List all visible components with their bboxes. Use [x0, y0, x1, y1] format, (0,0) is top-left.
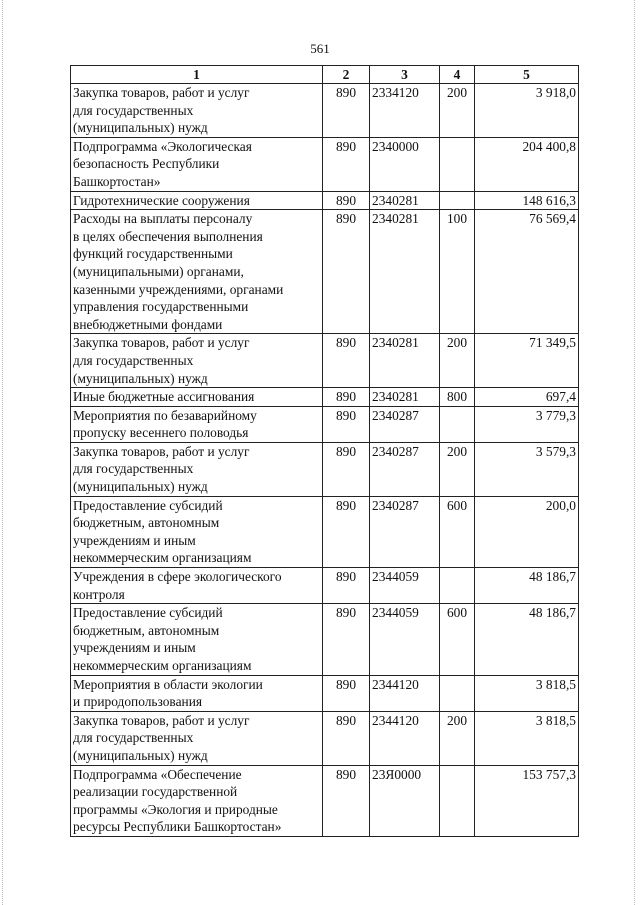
table-row	[71, 84, 579, 138]
description-line: (муниципальных) нужд	[73, 120, 208, 136]
table-row	[71, 442, 579, 496]
ministry-code: 890	[323, 406, 370, 442]
table-row	[71, 711, 579, 765]
amount: 71 349,5	[475, 334, 579, 388]
ministry-code: 890	[323, 388, 370, 407]
description-line: для государственных	[73, 461, 194, 477]
column-header-5: 5	[475, 66, 579, 84]
target-article-code: 2340281	[370, 334, 440, 388]
description-line: казенными учреждениями, органами	[73, 281, 284, 297]
scan-edge-left	[2, 0, 4, 905]
amount: 3 818,5	[475, 675, 579, 711]
target-article-code: 2340000	[370, 137, 440, 191]
table-row	[71, 334, 579, 388]
expense-type-code	[440, 675, 475, 711]
target-article-code: 2340281	[370, 388, 440, 407]
target-article-code: 2340287	[370, 406, 440, 442]
target-article-code: 2340287	[370, 442, 440, 496]
table-body	[71, 84, 579, 837]
description-line: управления государственными	[73, 299, 249, 315]
description-line: бюджетным, автономным	[73, 515, 220, 531]
table-row	[71, 604, 579, 675]
ministry-code: 890	[323, 675, 370, 711]
expense-type-code	[440, 137, 475, 191]
row-description	[71, 442, 323, 496]
description-line: Мероприятия по безаварийному	[73, 407, 257, 423]
description-line: функций государственными	[73, 246, 233, 262]
amount: 153 757,3	[475, 765, 579, 836]
description-line: программы «Экология и природные	[73, 801, 278, 817]
row-description	[71, 137, 323, 191]
row-description	[71, 191, 323, 210]
amount: 697,4	[475, 388, 579, 407]
row-description	[71, 406, 323, 442]
description-line: Гидротехнические сооружения	[73, 192, 250, 208]
row-description	[71, 765, 323, 836]
amount: 204 400,8	[475, 137, 579, 191]
row-description	[71, 210, 323, 334]
column-header-1: 1	[71, 66, 323, 84]
description-line: (муниципальных) нужд	[73, 370, 208, 386]
description-line: Расходы на выплаты персоналу	[73, 211, 253, 227]
description-line: учреждениям и иным	[73, 640, 196, 656]
column-header-4: 4	[440, 66, 475, 84]
expense-type-code: 200	[440, 711, 475, 765]
description-line: бюджетным, автономным	[73, 622, 220, 638]
row-description	[71, 84, 323, 138]
expense-type-code: 100	[440, 210, 475, 334]
expense-type-code	[440, 406, 475, 442]
description-line: и природопользования	[73, 694, 203, 710]
description-line: (муниципальных) нужд	[73, 479, 208, 495]
expense-type-code	[440, 765, 475, 836]
column-header-3: 3	[370, 66, 440, 84]
ministry-code: 890	[323, 604, 370, 675]
amount: 76 569,4	[475, 210, 579, 334]
page-number: 561	[310, 41, 330, 56]
amount: 3 579,3	[475, 442, 579, 496]
row-description	[71, 568, 323, 604]
description-line: Иные бюджетные ассигнования	[73, 389, 255, 405]
description-line: внебюджетными фондами	[73, 316, 223, 332]
ministry-code: 890	[323, 210, 370, 334]
ministry-code: 890	[323, 711, 370, 765]
target-article-code: 2334120	[370, 84, 440, 138]
scan-edge-right	[634, 0, 636, 905]
description-line: (муниципальными) органами,	[73, 263, 244, 279]
table-row	[71, 210, 579, 334]
description-line: Закупка товаров, работ и услуг	[73, 335, 250, 351]
amount: 48 186,7	[475, 568, 579, 604]
description-line: ресурсы Республики Башкортостан»	[73, 819, 282, 835]
ministry-code: 890	[323, 765, 370, 836]
description-line: (муниципальных) нужд	[73, 747, 208, 763]
target-article-code: 23Я0000	[370, 765, 440, 836]
description-line: контроля	[73, 586, 125, 602]
expense-type-code: 600	[440, 604, 475, 675]
description-line: Закупка товаров, работ и услуг	[73, 443, 250, 459]
description-line: некоммерческим организациям	[73, 658, 252, 673]
row-description	[71, 334, 323, 388]
target-article-code: 2344120	[370, 711, 440, 765]
ministry-code: 890	[323, 84, 370, 138]
table-row	[71, 675, 579, 711]
ministry-code: 890	[323, 137, 370, 191]
row-description	[71, 496, 323, 567]
description-line: Учреждения в сфере экологического	[73, 569, 282, 585]
row-description	[71, 388, 323, 407]
target-article-code: 2340281	[370, 191, 440, 210]
ministry-code: 890	[323, 442, 370, 496]
description-line: для государственных	[73, 102, 194, 118]
description-line: Башкортостан»	[73, 173, 161, 189]
description-line: Предоставление субсидий	[73, 605, 223, 621]
expense-type-code: 200	[440, 334, 475, 388]
description-line: Подпрограмма «Обеспечение	[73, 766, 242, 782]
amount: 3 779,3	[475, 406, 579, 442]
amount: 148 616,3	[475, 191, 579, 210]
budget-table	[70, 65, 579, 837]
description-line: некоммерческим организациям	[73, 550, 252, 566]
target-article-code: 2344120	[370, 675, 440, 711]
table-row	[71, 191, 579, 210]
ministry-code: 890	[323, 334, 370, 388]
table-row	[71, 137, 579, 191]
ministry-code: 890	[323, 496, 370, 567]
expense-type-code: 600	[440, 496, 475, 567]
expense-type-code: 800	[440, 388, 475, 407]
description-line: Подпрограмма «Экологическая	[73, 138, 252, 154]
table-row	[71, 388, 579, 407]
target-article-code: 2344059	[370, 604, 440, 675]
description-line: безопасность Республики	[73, 156, 220, 172]
expense-type-code	[440, 568, 475, 604]
description-line: Закупка товаров, работ и услуг	[73, 85, 250, 100]
description-line: в целях обеспечения выполнения	[73, 228, 263, 244]
target-article-code: 2340281	[370, 210, 440, 334]
row-description	[71, 711, 323, 765]
table-row	[71, 765, 579, 836]
description-line: пропуску весеннего половодья	[73, 425, 249, 441]
description-line: для государственных	[73, 352, 194, 368]
ministry-code: 890	[323, 568, 370, 604]
table-row	[71, 406, 579, 442]
description-line: учреждениям и иным	[73, 532, 196, 548]
target-article-code: 2344059	[370, 568, 440, 604]
amount: 200,0	[475, 496, 579, 567]
description-line: для государственных	[73, 730, 194, 746]
description-line: Мероприятия в области экологии	[73, 676, 263, 692]
table-header-row	[71, 66, 579, 84]
amount: 3 818,5	[475, 711, 579, 765]
row-description	[71, 604, 323, 675]
table-row	[71, 496, 579, 567]
column-header-2: 2	[323, 66, 370, 84]
description-line: Предоставление субсидий	[73, 497, 223, 513]
table-row	[71, 568, 579, 604]
description-line: Закупка товаров, работ и услуг	[73, 712, 250, 728]
ministry-code: 890	[323, 191, 370, 210]
amount: 48 186,7	[475, 604, 579, 675]
target-article-code: 2340287	[370, 496, 440, 567]
amount: 3 918,0	[475, 84, 579, 138]
expense-type-code: 200	[440, 442, 475, 496]
description-line: реализации государственной	[73, 784, 238, 800]
row-description	[71, 675, 323, 711]
expense-type-code	[440, 191, 475, 210]
expense-type-code: 200	[440, 84, 475, 138]
